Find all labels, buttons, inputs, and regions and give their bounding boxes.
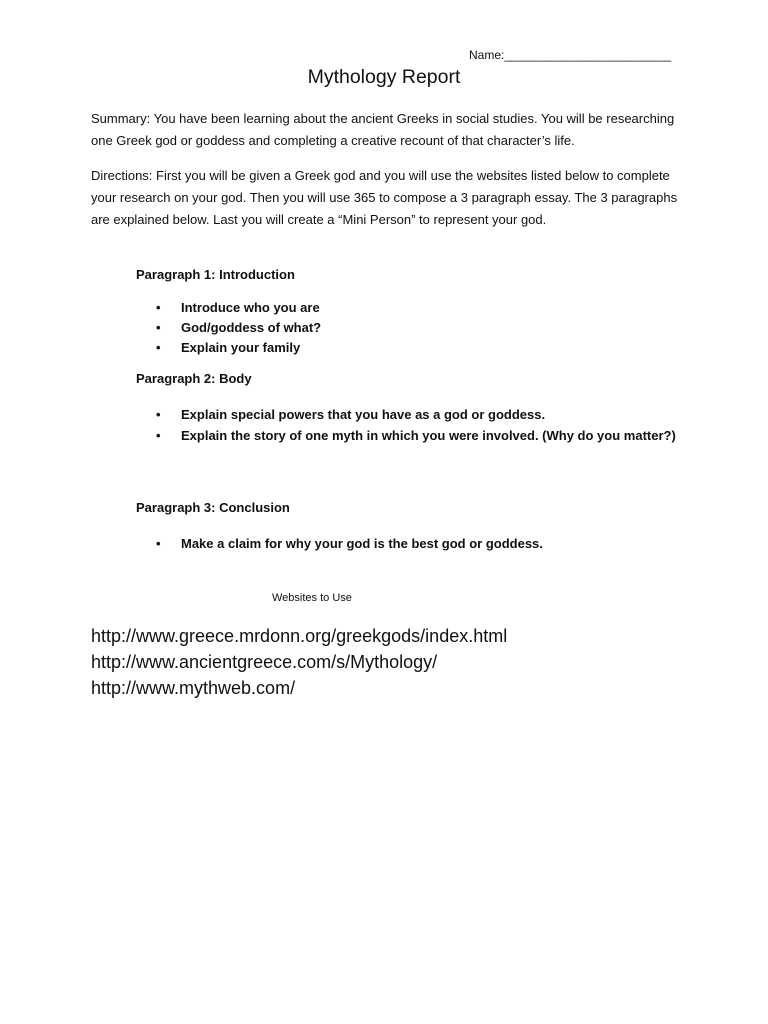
websites-heading: Websites to Use [272,592,352,604]
summary-paragraph: Summary: You have been learning about the ancient Greeks in social studies. You will be researching one Greek god or goddess and completing a creative recount of that character’s life. [91,111,675,148]
website-link[interactable]: http://www.ancientgreece.com/s/Mythology/ [91,652,438,672]
bullet-icon: • [156,340,161,355]
bullet-icon: • [156,536,161,551]
list-item-text: Explain special powers that you have as a god or goddess. [181,407,546,422]
bullet-icon: • [156,320,161,335]
website-link[interactable]: http://www.mythweb.com/ [91,678,296,698]
list-item [156,534,676,554]
list-item [156,338,676,358]
paragraph-2-bullet-list [156,404,676,446]
paragraph-3-bullet-list [156,534,676,554]
directions-paragraph: Directions: First you will be given a Greek god and you will use the websites listed below to complete your research on your god. Then you will use 365 to compose a 3 paragraph essay. The 3 paragraphs are explained below. Last you will create a “Mini Person” to represent your god. [91,168,678,227]
name-field-line [469,48,671,62]
bullet-icon: • [156,300,161,315]
paragraph-1-bullet-list [156,298,676,358]
paragraph-1-heading: Paragraph 1: Introduction [136,267,295,282]
name-blank: _________________________ [504,48,672,62]
list-item [156,298,676,318]
paragraph-2-heading: Paragraph 2: Body [136,371,252,386]
list-item [156,404,676,425]
paragraph-3-heading: Paragraph 3: Conclusion [136,500,290,515]
websites-link-list [91,623,507,701]
bullet-icon: • [156,407,161,422]
list-item-text: Explain the story of one myth in which you were involved. (Why do you matter?) [181,428,676,443]
list-item-text: God/goddess of what? [181,320,322,335]
name-label: Name: [469,48,505,62]
list-item-text: Make a claim for why your god is the best god or goddess. [181,536,543,551]
list-item [156,318,676,338]
list-item [156,425,676,446]
list-item-text: Explain your family [181,340,301,355]
website-link[interactable]: http://www.greece.mrdonn.org/greekgods/index.html [91,626,508,646]
list-item-text: Introduce who you are [181,300,320,315]
bullet-icon: • [156,428,161,443]
page-title: Mythology Report [307,66,461,88]
